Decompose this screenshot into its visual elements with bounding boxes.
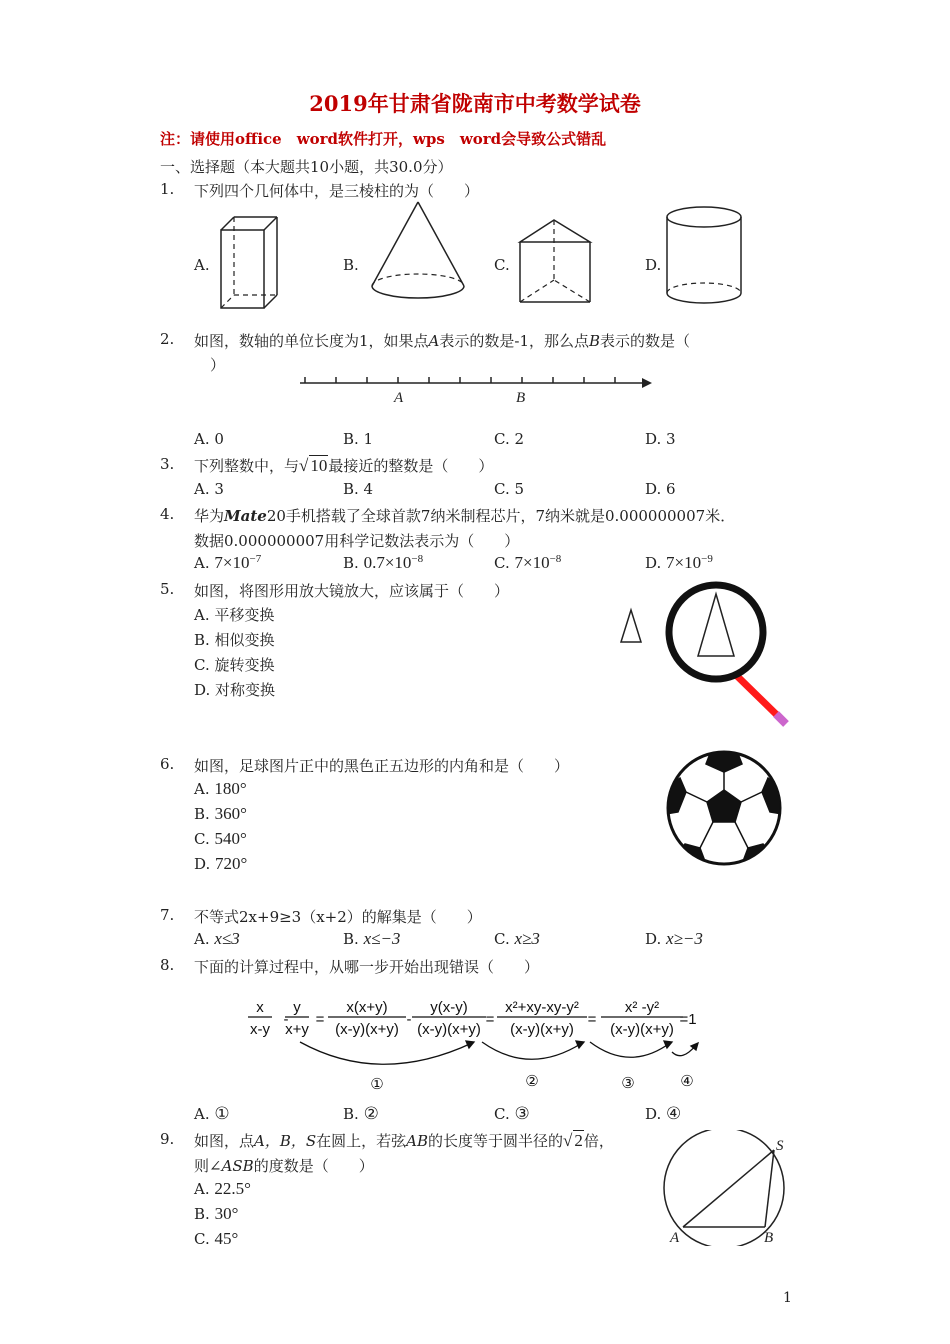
q7-text: 不等式2x+9≥3（x+2）的解集是（ ）: [194, 908, 482, 926]
svg-text:-: -: [406, 1011, 412, 1028]
soccer-ball-figure: [664, 748, 784, 868]
q2-number: 2.: [160, 330, 175, 348]
formula-f3d: (x-y)(x+y): [335, 1021, 399, 1038]
q6-option-d: D. 720°: [194, 854, 248, 873]
q4-option-c: C. $7\times 10^{-8}$: [494, 553, 562, 572]
q5-number: 5.: [160, 580, 175, 598]
cylinder-figure: [664, 204, 746, 308]
format-note: 注：请使用office word软件打开，wps word会导致公式错乱: [160, 130, 607, 148]
page-number: 1: [783, 1290, 792, 1306]
q8-option-b: B. ②: [343, 1104, 379, 1123]
q4-text-line2: 数据0.000000007用科学记数法表示为（ ）: [194, 532, 520, 550]
q6-option-a: A. 180°: [194, 779, 247, 798]
q8-option-c: C. ③: [494, 1104, 530, 1123]
q1-number: 1.: [160, 180, 175, 198]
svg-text:=: =: [315, 1011, 325, 1028]
page-title: 2019年甘肃省陇南市中考数学试卷: [309, 91, 641, 116]
formula-f1n: x: [256, 999, 264, 1016]
q7-option-c: C. x≥3: [494, 929, 540, 948]
q5-text: 如图，将图形用放大镜放大，应该属于（ ）: [194, 582, 510, 600]
q8-option-d: D. ④: [645, 1104, 682, 1123]
formula-f4d: (x-y)(x+y): [417, 1021, 481, 1038]
point-label-s: S: [776, 1138, 784, 1154]
cone-figure: [366, 200, 470, 304]
q8-option-a: A. ①: [194, 1104, 230, 1123]
formula-result: =1: [679, 1011, 697, 1028]
q8-number: 8.: [160, 956, 175, 974]
q2-option-b: B. 1: [343, 430, 374, 448]
formula-f2n: y: [293, 999, 301, 1016]
q5-option-b: B. 相似变换: [194, 631, 275, 649]
formula-f6d: (x-y)(x+y): [610, 1021, 674, 1038]
q6-option-b: B. 360°: [194, 804, 247, 823]
q3-text: 下列整数中，与√ 10最接近的整数是（ ）: [194, 456, 494, 475]
formula-f2d: x+y: [285, 1021, 309, 1038]
q9-option-b: B. 30°: [194, 1204, 239, 1223]
q9-option-a: A. 22.5°: [194, 1179, 251, 1198]
q2-option-c: C. 2: [494, 430, 525, 448]
q7-option-d: D. x≥−3: [645, 929, 703, 948]
step-2: ②: [525, 1072, 539, 1090]
q6-option-c: C. 540°: [194, 829, 247, 848]
formula-f1d: x-y: [250, 1021, 270, 1038]
q4-number: 4.: [160, 505, 175, 523]
svg-text:=: =: [485, 1011, 495, 1028]
rectangular-prism-figure: [214, 212, 284, 312]
q3-option-d: D. 6: [645, 480, 676, 498]
step-4: ④: [680, 1072, 694, 1090]
q4-option-a: A. $7\times 10^{-7}$: [194, 553, 262, 572]
q8-text: 下面的计算过程中，从哪一步开始出现错误（ ）: [194, 958, 540, 976]
q1-label-c: C.: [494, 256, 510, 274]
q1-text: 下列四个几何体中，是三棱柱的为（ ）: [194, 182, 480, 200]
q6-text: 如图，足球图片正中的黑色正五边形的内角和是（ ）: [194, 757, 570, 775]
formula-f5d: (x-y)(x+y): [510, 1021, 574, 1038]
q2-text-close: ）: [210, 356, 226, 374]
q3-option-b: B. 4: [343, 480, 374, 498]
q7-option-b: B. x≤−3: [343, 929, 401, 948]
q4-text-line1: 华为Mate20手机搭载了全球首款7纳米制程芯片，7纳米就是0.000000007米．: [194, 507, 736, 525]
q7-number: 7.: [160, 906, 175, 924]
magnifier-figure: [616, 580, 796, 732]
svg-text:-: -: [283, 1011, 289, 1028]
triangular-prism-figure: [516, 216, 594, 308]
q1-label-d: D.: [645, 256, 662, 274]
number-line: [296, 372, 656, 408]
q2-option-d: D. 3: [645, 430, 676, 448]
axis-label-a: A: [394, 390, 404, 406]
q4-option-d: D. $7\times 10^{-9}$: [645, 553, 713, 572]
q1-label-a: A.: [194, 256, 210, 274]
q9-option-c: C. 45°: [194, 1229, 239, 1248]
step-3: ③: [621, 1074, 635, 1092]
q3-option-a: A. 3: [194, 480, 224, 498]
svg-text:=: =: [587, 1011, 597, 1028]
q5-option-d: D. 对称变换: [194, 681, 276, 699]
q6-number: 6.: [160, 755, 175, 773]
formula-f6n: x² -y²: [624, 999, 660, 1016]
point-label-b: B: [764, 1230, 774, 1246]
q1-label-b: B.: [343, 256, 359, 274]
q3-number: 3.: [160, 455, 175, 473]
calculation-process-figure: [240, 996, 720, 1096]
q2-text: 如图，数轴的单位长度为1，如果点A表示的数是-1，那么点B表示的数是（: [194, 332, 691, 350]
q9-text-line1: 如图，点A，B，S在圆上，若弦AB的长度等于圆半径的√ 2倍，: [194, 1131, 614, 1150]
q9-number: 9.: [160, 1130, 175, 1148]
circle-chord-figure: [660, 1130, 794, 1246]
q7-option-a: A. x≤3: [194, 929, 240, 948]
q5-option-a: A. 平移变换: [194, 606, 275, 624]
step-1: ①: [370, 1075, 384, 1093]
section-heading: 一、选择题（本大题共10小题，共30.0分）: [160, 158, 453, 176]
q3-option-c: C. 5: [494, 480, 525, 498]
q2-option-a: A. 0: [194, 430, 224, 448]
formula-f3n: x(x+y): [346, 999, 388, 1016]
formula-f4n: y(x-y): [430, 999, 468, 1016]
point-label-a: A: [670, 1230, 680, 1246]
q5-option-c: C. 旋转变换: [194, 656, 275, 674]
q9-text-line2: 则∠ASB的度数是（ ）: [194, 1157, 374, 1175]
formula-f5n: x²+xy-xy-y²: [505, 999, 579, 1016]
axis-label-b: B: [516, 390, 526, 406]
q4-option-b: B. $0.7\times 10^{-8}$: [343, 553, 424, 572]
